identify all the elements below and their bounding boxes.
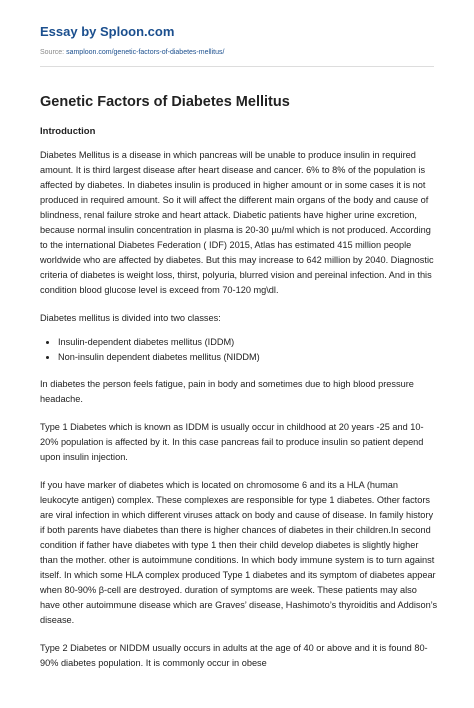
list-item: • Non-insulin dependent diabetes mellitus (NIDDM) [58, 350, 438, 365]
essay-body [40, 148, 438, 684]
section-heading: Introduction [40, 126, 96, 137]
site-brand[interactable]: Essay by Sploon.com [40, 24, 175, 39]
paragraph: In diabetes the person feels fatigue, pain in body and sometimes due to high blood pressure headache. [40, 379, 414, 404]
paragraph: Type 2 Diabetes or NIDDM usually occurs in adults at the age of 40 or above and it is found 80-90% diabetes population. It is commonly occur in obese [40, 643, 428, 668]
paragraph: Diabetes Mellitus is a disease in which pancreas will be unable to produce insulin in required amount. It is third largest disease after heart disease and cancer. 6% to 8% of the population is affected by diabetes. In diabetes insulin is produced in higher amount or in some cases it is not produced in required amount. So it will affect the different main organs of the body and cause of blindness, renal failure stroke and heart attack. Diabetic patients have higher urine excretion, because normal insulin concentration in plasma is 20-30 µu/ml which is not produced. According to the international Diabetes Federation ( IDF) 2015, Atlas has estimated 415 million people worldwide who are affected by diabetes. But this may increase to 642 million by 2040. Diagnostic criteria of diabetes is weight loss, thirst, polyuria, blurred vision and pereinal infection. And in this condition blood glucose level is exceed from 70-120 mg\dl. [40, 150, 434, 295]
header-divider [40, 66, 434, 67]
paragraph: If you have marker of diabetes which is located on chromosome 6 and its a HLA (human leukocyte antigen) complex. These complexes are responsible for type 1 diabetes. Other factors are viral infection in which different viruses attack on body and cause of disease. In family history if both parents have diabetes than there is higher chances of diabetes in their children.In second condition if father have diabetes with type 1 then their child develop diabetes is slightly higher than the mother. other is autoimmune conditions. In which body immune system is to turn against itself. In which some HLA complex produced Type 1 diabetes and its symptom of diabetes appear when 80-90% β-cell are destroyed. duration of symptoms are week. These patients may also have other autoimmune disease which are Graves’ disease, Hashimoto’s thyroiditis and Addison’s disease. [40, 480, 438, 625]
source-label: Source: [40, 49, 65, 56]
source-line [40, 49, 224, 56]
source-link[interactable]: samploon.com/genetic-factors-of-diabetes-mellitus/ [66, 49, 225, 56]
essay-title: Genetic Factors of Diabetes Mellitus [40, 94, 290, 110]
paragraph: Type 1 Diabetes which is known as IDDM is usually occur in childhood at 20 years -25 and 10-20% population is affected by it. In this case pancreas fail to produce insulin so patient depend upon insulin injection. [40, 422, 424, 462]
paragraph: Diabetes mellitus is divided into two classes: [40, 313, 221, 323]
list-item: • Insulin-dependent diabetes mellitus (IDDM) [58, 335, 438, 350]
classes-list [40, 335, 438, 365]
